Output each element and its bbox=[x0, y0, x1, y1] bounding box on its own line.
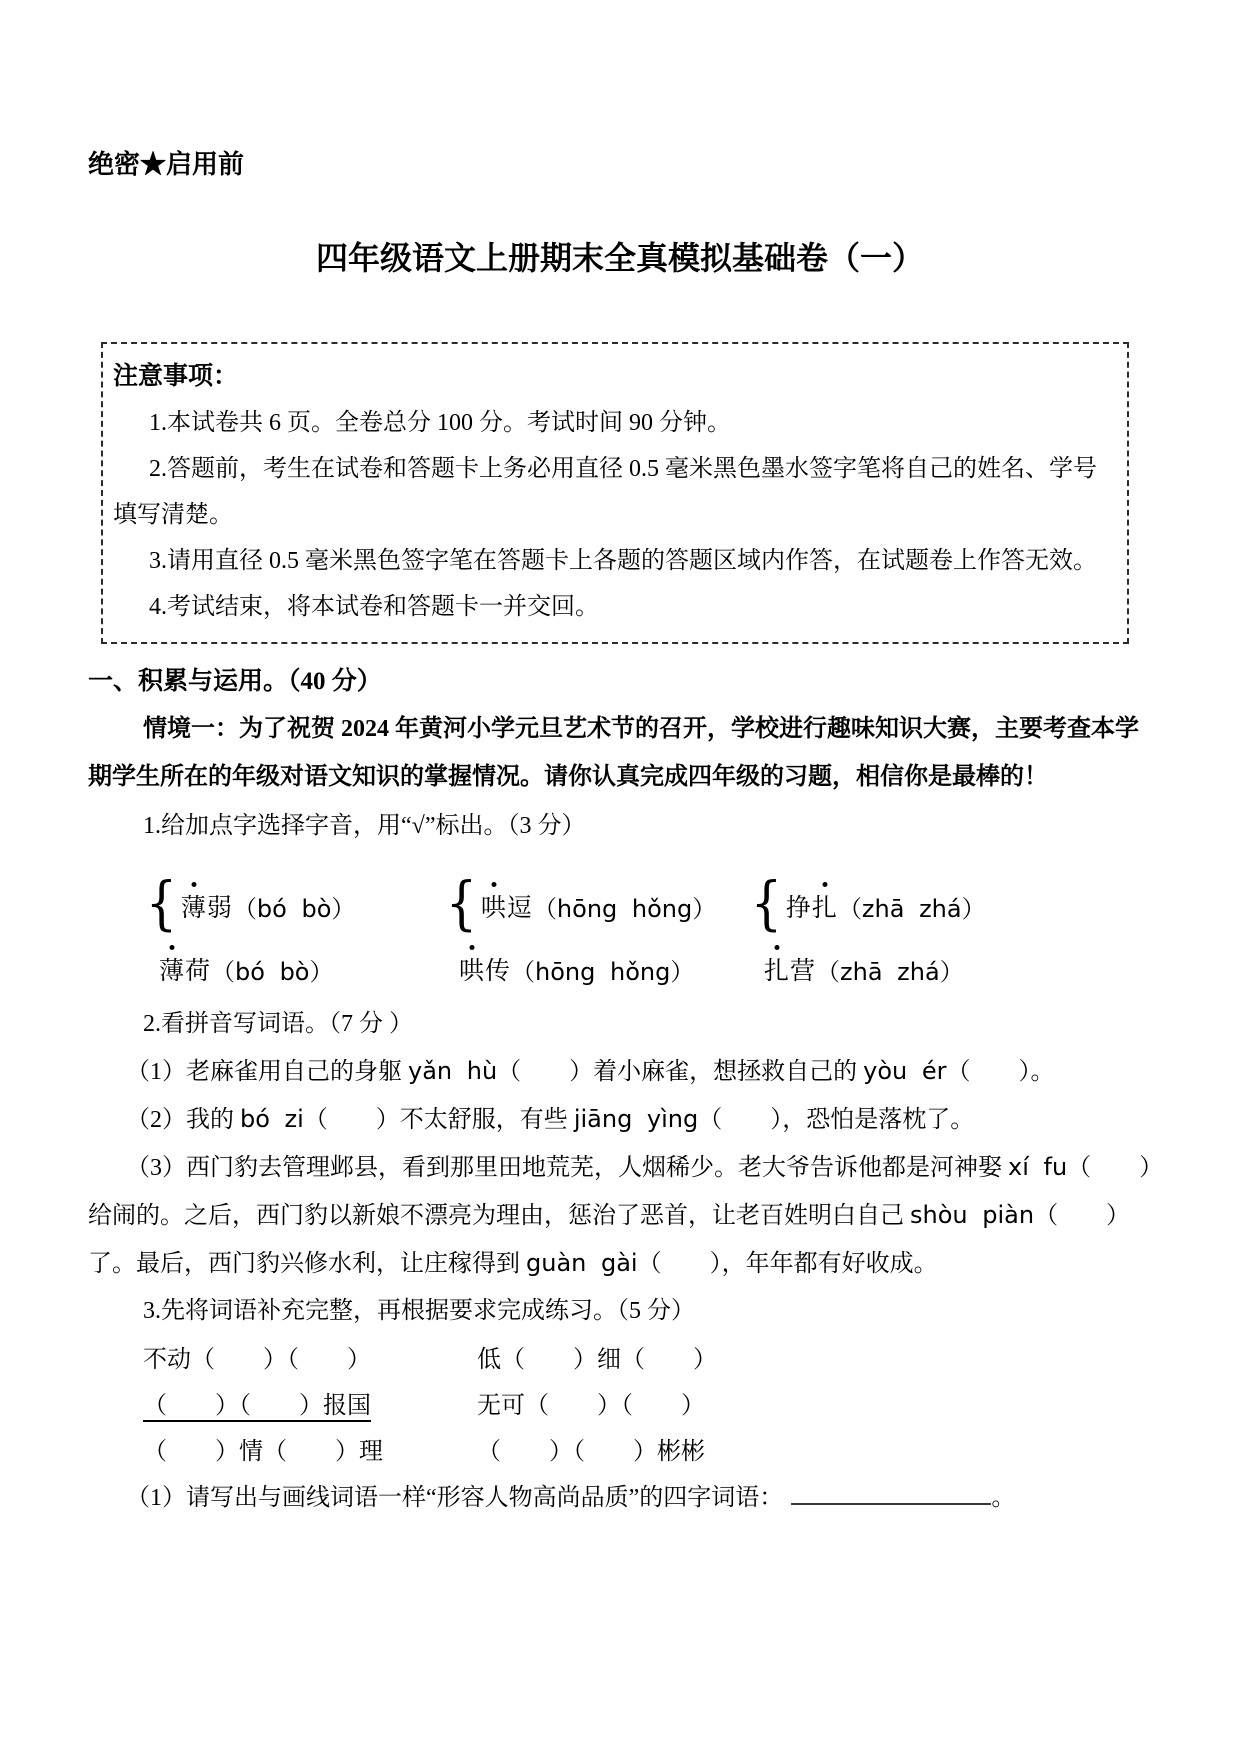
notice-heading: 注意事项： bbox=[113, 363, 239, 390]
question-2-item-2: （2）我的 bó zi（ ）不太舒服，有些 jiāng yìng（ ），恐怕是落枕了。 bbox=[126, 1105, 975, 1133]
answer-blank-line bbox=[791, 1498, 991, 1505]
notice-item: 3.请用直径 0.5 毫米黑色签字笔在答题卡上各题的答题区域内作答，在试题卷上作答无效。 bbox=[149, 548, 1097, 574]
notice-item: 1.本试卷共 6 页。全卷总分 100 分。考试时间 90 分钟。 bbox=[149, 410, 731, 436]
dotted-char: 薄 bbox=[159, 956, 185, 987]
word: 哄传 bbox=[459, 956, 511, 987]
page-title: 四年级语文上册期末全真模拟基础卷（一） bbox=[315, 240, 924, 276]
underlined-phrase: （ ）（ ）报国 bbox=[143, 1393, 371, 1422]
question-2-item-3: （3）西门豹去管理邺县，看到那里田地荒芜，人烟稀少。老大爷告诉他都是河神娶 xí fu（ ）给闹的。之后，西门豹以新娘不漂亮为理由，惩治了恶首，让老百姓明白自己 shòu piàn（ ）了。最后，西门豹兴修水利，让庄稼得到 guàn gài（ ），年年都有好收成。 bbox=[88, 1153, 1152, 1277]
pinyin-choice-entry bbox=[443, 868, 748, 937]
word: 哄逗 bbox=[481, 893, 533, 924]
dotted-char: 哄 bbox=[459, 956, 485, 987]
notice-item: 4.考试结束，将本试卷和答题卡一并交回。 bbox=[149, 594, 599, 620]
sub-question-label: （1）请写出与画线词语一样“形容人物高尚品质”的四字词语： bbox=[126, 1485, 784, 1511]
pinyin-options: （hōng hǒng） bbox=[511, 958, 695, 986]
pinyin-choice-row-1 bbox=[88, 862, 1152, 937]
fill-blank-left: （ ）情（ ）理 bbox=[143, 1439, 383, 1465]
word: 扎营 bbox=[764, 956, 816, 987]
period: 。 bbox=[991, 1485, 1016, 1511]
word: 薄弱 bbox=[181, 893, 233, 924]
question-2-stem: 2.看拼音写词语。（7 分 ） bbox=[143, 1011, 413, 1037]
dotted-char: 扎 bbox=[812, 893, 838, 924]
fill-blank-right: （ ）（ ）彬彬 bbox=[477, 1439, 705, 1465]
pinyin-choice-entry bbox=[764, 952, 1152, 987]
fill-blank-row bbox=[88, 1337, 1152, 1383]
scenario-text: 情境一：为了祝贺 2024 年黄河小学元旦艺术节的召开，学校进行趣味知识大赛，主要考查本学期学生所在的年级对语文知识的掌握情况。请你认真完成四年级的习题，相信你是最棒的！ bbox=[88, 716, 1139, 790]
pinyin-choice-entry bbox=[143, 868, 443, 937]
pinyin-options: （zhā zhá） bbox=[816, 958, 964, 986]
question-3-stem: 3.先将词语补充完整，再根据要求完成练习。（5 分） bbox=[143, 1298, 695, 1324]
fill-blank-left: 不动（ ）（ ） bbox=[143, 1347, 371, 1373]
question-3-sub-1 bbox=[88, 1475, 1152, 1522]
dotted-char: 薄 bbox=[181, 893, 207, 924]
question-2-item-1: （1）老麻雀用自己的身躯 yǎn hù（ ）着小麻雀，想拯救自己的 yòu ér（ ）。 bbox=[126, 1057, 1055, 1085]
question-1-stem: 1.给加点字选择字音，用“√”标出。（3 分） bbox=[143, 813, 586, 839]
pinyin-choice-row-2 bbox=[88, 952, 1152, 987]
fill-blank-right: 无可（ ）（ ） bbox=[477, 1393, 705, 1419]
pinyin-options: （hōng hǒng） bbox=[532, 895, 717, 923]
security-label: 绝密★启用前 bbox=[88, 150, 245, 179]
brace-icon: { bbox=[750, 868, 783, 937]
fill-blank-left bbox=[143, 1383, 477, 1429]
word: 挣扎 bbox=[786, 893, 838, 924]
pinyin-options: （bó bò） bbox=[232, 895, 356, 923]
pinyin-choice-entry bbox=[748, 868, 1152, 937]
fill-blank-grid bbox=[88, 1337, 1152, 1475]
word: 薄荷 bbox=[159, 956, 211, 987]
brace-icon: { bbox=[445, 868, 478, 937]
brace-icon: { bbox=[145, 868, 178, 937]
notice-box bbox=[101, 342, 1129, 644]
pinyin-choice-entry bbox=[459, 952, 764, 987]
fill-blank-row bbox=[88, 1429, 1152, 1475]
fill-blank-right: 低（ ）细（ ） bbox=[477, 1347, 717, 1373]
section-heading: 一、积累与运用。（40 分） bbox=[88, 668, 382, 695]
pinyin-options: （zhā zhá） bbox=[837, 895, 986, 923]
dotted-char: 哄 bbox=[481, 893, 507, 924]
dotted-char: 扎 bbox=[764, 956, 790, 987]
pinyin-choice-entry bbox=[159, 952, 459, 987]
pinyin-options: （bó bò） bbox=[211, 958, 334, 986]
fill-blank-row bbox=[88, 1383, 1152, 1429]
notice-item: 2.答题前，考生在试卷和答题卡上务必用直径 0.5 毫米黑色墨水签字笔将自己的姓名、学号填写清楚。 bbox=[113, 456, 1097, 528]
